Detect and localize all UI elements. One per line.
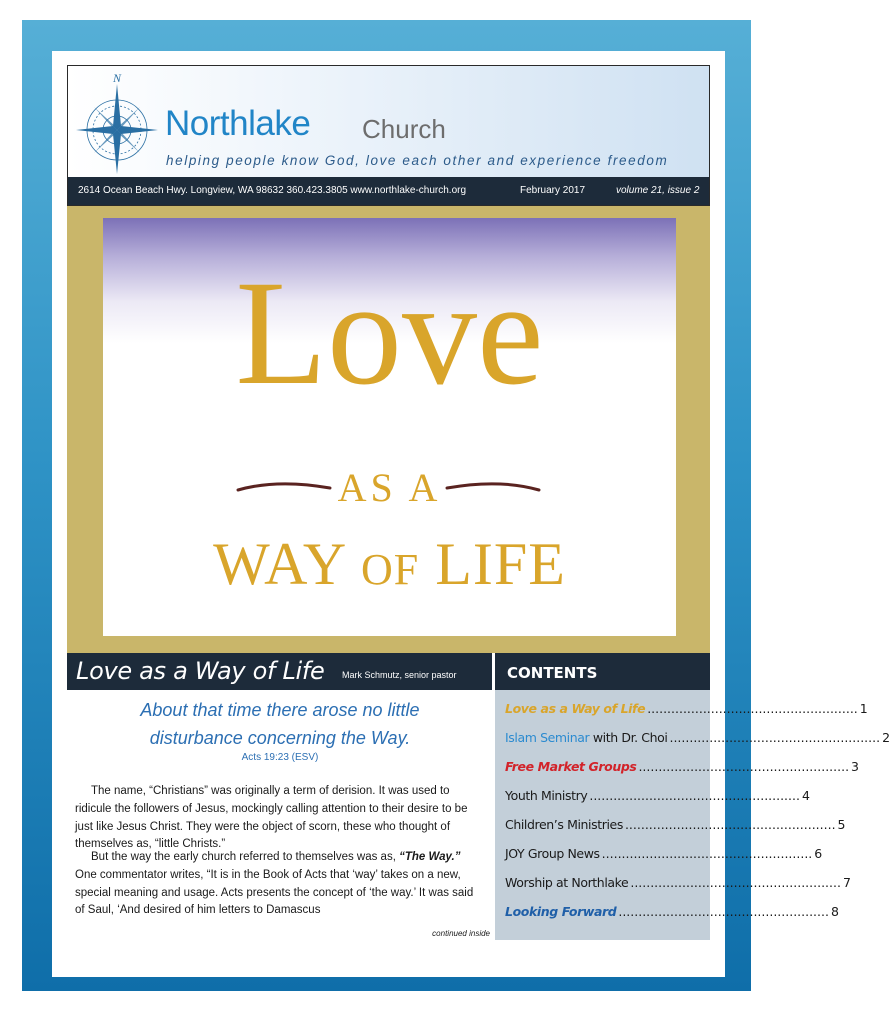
toc-leader-dots: .....................................................: [630, 875, 841, 890]
toc-page-number: 6: [814, 846, 822, 861]
toc-item-looking-forward[interactable]: [505, 904, 839, 922]
article-title: Love as a Way of Life: [76, 657, 325, 685]
cover-image: [103, 218, 676, 636]
article-header: [67, 653, 492, 690]
church-word: Church: [362, 114, 446, 144]
tagline: helping people know God, love each other and experience freedom: [166, 153, 669, 168]
toc-page-number: 2: [882, 730, 890, 745]
toc-item-childrens-ministries[interactable]: [505, 817, 846, 835]
cover-title-as-a: AS A: [337, 465, 442, 510]
toc-leader-dots: .....................................................: [601, 846, 813, 861]
toc-title: Free Market Groups: [505, 759, 637, 774]
cover-word-life: LIFE: [435, 531, 566, 597]
toc-title: Looking Forward: [505, 904, 617, 919]
toc-leader-dots: .....................................................: [589, 788, 800, 803]
toc-item-free-market-groups[interactable]: [505, 759, 859, 777]
church-name: Northlake: [165, 104, 311, 143]
toc-title: Islam Seminar: [505, 730, 590, 745]
contents-header: [495, 653, 710, 690]
toc-title: Children’s Ministries: [505, 817, 623, 832]
toc-title: Worship at Northlake: [505, 875, 629, 890]
toc-item-islam-seminar[interactable]: [505, 730, 890, 748]
cover-title-love: Love: [235, 250, 544, 416]
toc-label: [505, 701, 645, 716]
toc-leader-dots: .....................................................: [638, 759, 850, 774]
toc-leader-dots: .....................................................: [624, 817, 836, 832]
toc-label: [505, 759, 636, 774]
cover-word-of: OF: [361, 545, 420, 594]
compass-rose-icon: [76, 70, 158, 174]
scripture-quote-line2: disturbance concerning the Way.: [149, 728, 411, 748]
toc-label: [505, 788, 587, 803]
cover-word-way: WAY: [213, 531, 345, 597]
article-paragraph-1: The name, “Christians” was originally a term of derision. It was used to ridicule the followers of Jesus, mockingly calling attention to their desire to be just like Jesus Christ. They were the object of scorn, these who thought of themselves as, “little Christs.”: [75, 785, 468, 851]
paragraph-2-start: But the way the early church referred to themselves was as,: [91, 851, 400, 863]
article-author: Mark Schmutz, senior pastor: [342, 670, 457, 680]
toc-title: Youth Ministry: [505, 788, 588, 803]
continued-inside-note: continued inside: [432, 929, 490, 938]
toc-label: [505, 846, 600, 861]
toc-label: [505, 875, 628, 890]
toc-title: Love as a Way of Life: [505, 701, 646, 716]
issue-number: volume 21, issue 2: [616, 185, 700, 196]
toc-leader-dots: .....................................................: [669, 730, 881, 745]
toc-page-number: 7: [842, 875, 851, 890]
toc-item-joy-group-news[interactable]: [505, 846, 822, 864]
cover-title-way-of-life: [103, 530, 676, 599]
paragraph-2-end: One commentator writes, “It is in the Book of Acts that ‘way’ takes on a new, special meaning and usage. Acts presents the concept of ‘the way.’ It was said of Saul, ‘And desired of him letters to Damascus: [75, 868, 474, 917]
toc-label: [505, 730, 667, 745]
toc-label: [505, 817, 623, 832]
scripture-reference: Acts 19:23 (ESV): [241, 752, 319, 763]
toc-label: [505, 904, 616, 919]
article-paragraph-2: [75, 849, 485, 920]
contact-address: 2614 Ocean Beach Hwy. Longview, WA 98632 360.423.3805 www.northlake-church.org: [78, 185, 467, 196]
toc-leader-dots: .....................................................: [647, 701, 858, 716]
toc-page-number: 1: [859, 701, 868, 716]
toc-leader-dots: .....................................................: [618, 904, 829, 919]
toc-page-number: 8: [830, 904, 839, 919]
toc-item-love[interactable]: [505, 701, 868, 719]
paragraph-2-emphasis: “The Way.”: [399, 851, 461, 863]
toc-item-youth-ministry[interactable]: [505, 788, 810, 806]
masthead-banner: [68, 66, 709, 177]
compass-north-label: N: [113, 71, 122, 85]
scripture-quote-line1: About that time there arose no little: [140, 700, 420, 720]
toc-item-worship-at-northlake[interactable]: [505, 875, 851, 893]
contents-list: [495, 690, 890, 940]
toc-title-rest: with Dr. Choi: [589, 730, 668, 745]
contents-heading: CONTENTS: [507, 664, 598, 682]
toc-page-number: 4: [801, 788, 810, 803]
toc-page-number: 3: [851, 759, 859, 774]
masthead: [67, 65, 710, 206]
issue-date: February 2017: [520, 185, 586, 196]
info-bar: [68, 177, 709, 205]
cover-frame: [67, 206, 710, 653]
toc-title: JOY Group News: [505, 846, 600, 861]
right-swash-ornament: [445, 480, 541, 496]
toc-page-number: 5: [837, 817, 846, 832]
